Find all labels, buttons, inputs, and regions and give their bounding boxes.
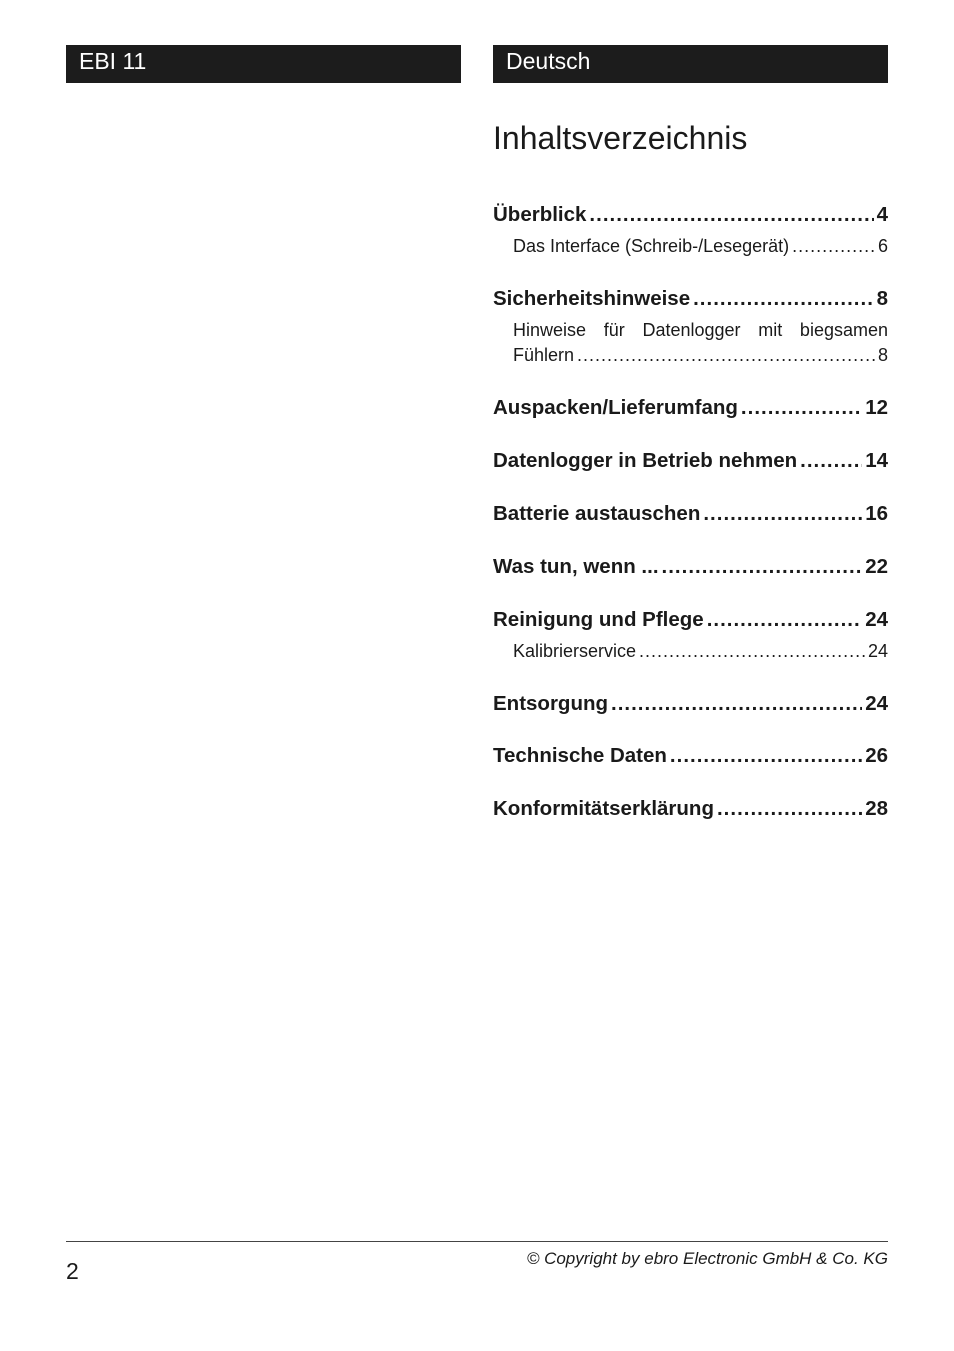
toc-entry-page: 24 (865, 608, 888, 631)
toc-leader-dots (662, 555, 863, 579)
toc-entry-label: Das Interface (Schreib-/Lesegerät) (513, 236, 790, 256)
toc-subentry-kalibrierservice[interactable] (513, 641, 888, 665)
page-number: 2 (66, 1258, 79, 1284)
toc-subentry-hinweise[interactable] (513, 345, 888, 369)
toc-entry-page: 8 (877, 345, 888, 365)
toc-entry-label: Datenlogger in Betrieb nehmen (493, 449, 798, 472)
toc-subentry-hinweise-line1[interactable]: Hinweise für Datenlogger mit biegsamen (513, 320, 888, 340)
toc-entry-page: 24 (865, 692, 888, 715)
toc-subentry-interface[interactable] (513, 236, 888, 260)
toc-leader-dots (800, 449, 862, 473)
toc-leader-dots (670, 744, 862, 768)
toc-entry-label: Sicherheitshinweise (493, 287, 691, 310)
footer-divider (66, 1241, 888, 1242)
header-bar-left (66, 45, 461, 83)
toc-entry-technische-daten[interactable] (493, 744, 888, 772)
toc-entry-page: 16 (865, 502, 888, 525)
copyright-notice: © Copyright by ebro Electronic GmbH & Co. KG (526, 1249, 888, 1268)
toc-entry-label: Konformitätserklärung (493, 797, 714, 820)
toc-entry-label: Technische Daten (493, 744, 667, 767)
toc-entry-page: 12 (865, 396, 888, 419)
toc-title: Inhaltsverzeichnis (493, 120, 748, 156)
toc-entry-konformitaet[interactable] (493, 797, 888, 825)
toc-entry-page: 26 (865, 744, 888, 767)
toc-leader-dots (693, 287, 873, 311)
toc-entry-page: 14 (865, 449, 888, 472)
toc-entry-label: Fühlern (513, 345, 575, 365)
toc-entry-page: 6 (877, 236, 888, 256)
toc-entry-sicherheitshinweise[interactable] (493, 287, 888, 315)
toc-entry-label: Auspacken/Lieferumfang (493, 396, 738, 419)
toc-leader-dots (611, 692, 862, 716)
toc-entry-page: 4 (876, 203, 888, 226)
toc-entry-ueberblick[interactable] (493, 203, 888, 231)
toc-entry-label: Überblick (493, 203, 587, 226)
toc-entry-was-tun[interactable] (493, 555, 888, 583)
toc-entry-page: 24 (867, 641, 888, 661)
toc-leader-dots (577, 345, 875, 366)
toc-entry-label: Kalibrierservice (513, 641, 637, 661)
toc-leader-dots (639, 641, 865, 662)
toc-leader-dots (741, 396, 862, 420)
toc-entry-page: 8 (876, 287, 888, 310)
toc-leader-dots (792, 236, 875, 257)
toc-entry-reinigung[interactable] (493, 608, 888, 636)
header-right-label: Deutsch (506, 48, 591, 74)
toc-leader-dots (589, 203, 873, 227)
toc-entry-inbetriebnahme[interactable] (493, 449, 888, 477)
toc-entry-page: 22 (865, 555, 888, 578)
toc-entry-label: Was tun, wenn ... (493, 555, 659, 578)
toc-entry-label: Entsorgung (493, 692, 609, 715)
toc-entry-label: Batterie austauschen (493, 502, 701, 525)
toc-entry-label: Reinigung und Pflege (493, 608, 704, 631)
toc-entry-auspacken[interactable] (493, 396, 888, 424)
header-left-label: EBI 11 (79, 48, 147, 74)
toc-entry-page: 28 (865, 797, 888, 820)
toc-leader-dots (707, 608, 863, 632)
header-bar-right (493, 45, 888, 83)
toc-leader-dots (717, 797, 862, 821)
toc-leader-dots (703, 502, 862, 526)
toc-entry-batterie[interactable] (493, 502, 888, 530)
toc-entry-entsorgung[interactable] (493, 692, 888, 720)
